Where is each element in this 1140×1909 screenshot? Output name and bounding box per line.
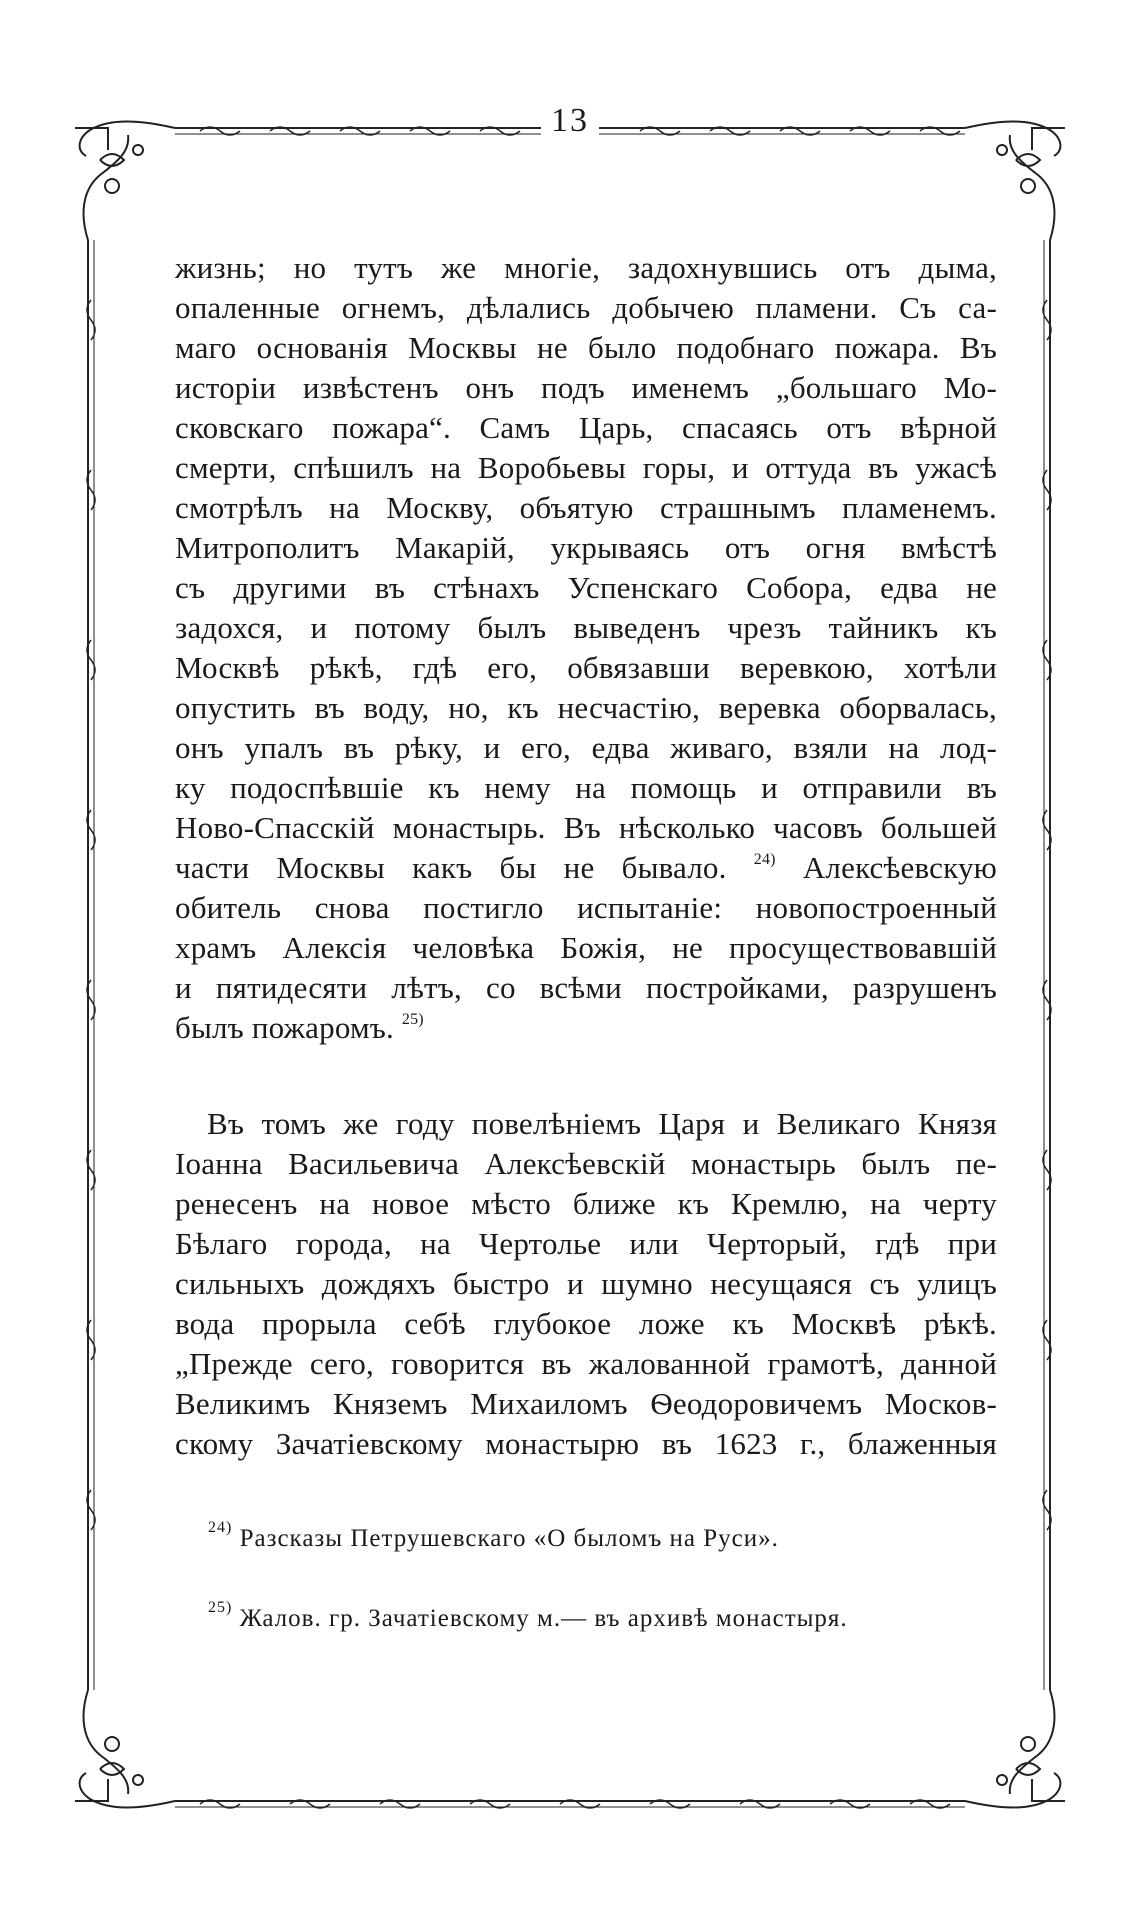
text-line: жизнь; но тутъ же многіе, задохнувшись отъ дыма, [175,250,997,285]
text-segment: части Москвы какъ бы не бывало. [175,850,754,885]
text-line: ренесенъ на новое мѣсто ближе къ Кремлю, на черту [175,1186,997,1221]
text-line: скому Зачатіевскому монастырю въ 1623 г., блаженныя [175,1426,997,1461]
text-line: опустить въ воду, но, къ несчастію, веревка оборвалась, [175,690,997,725]
text-segment: былъ пожаромъ. [175,1010,402,1045]
text-line: смерти, спѣшилъ на Воробьевы горы, и оттуда въ ужасѣ [175,450,997,485]
text-line: Митрополитъ Макарій, укрываясь отъ огня вмѣстѣ [175,530,997,565]
text-line-with-footnote-ref [175,848,997,888]
footnote-ref-24: 24) [753,851,776,868]
footnotes [208,1520,988,1638]
page-number [0,104,1140,138]
text-line: исторіи извѣстенъ онъ подъ именемъ „большаго Мо- [175,370,997,405]
text-line: задохся, и потому былъ выведенъ чрезъ тайникъ къ [175,610,997,645]
footnote-24 [208,1520,988,1558]
text-line: Великимъ Княземъ Михаиломъ Ѳеодоровичемъ Москов- [175,1386,997,1421]
text-line: Бѣлаго города, на Чертолье или Черторый, гдѣ при [175,1226,997,1261]
text-line: сковскаго пожара“. Самъ Царь, спасаясь отъ вѣрной [175,410,997,445]
text-line: Іоанна Васильевича Алексѣевскій монастырь былъ пе- [175,1146,997,1181]
text-line: храмъ Алексія человѣка Божія, не просуществовавшій [175,930,997,965]
text-line: Въ томъ же году повелѣніемъ Царя и Великаго Князя [207,1106,997,1141]
footnote-text: Разсказы Петрушевскаго «О быломъ на Руси». [239,1525,779,1552]
text-line: вода прорыла себѣ глубокое ложе къ Москвѣ рѣкѣ. [175,1306,997,1341]
text-line: Ново-Спасскій монастырь. Въ нѣсколько часовъ большей [175,810,997,845]
page-number-text: 13 [541,102,599,139]
text-line: маго основанія Москвы не было подобнаго пожара. Въ [175,330,997,365]
main-text [175,248,997,1464]
text-segment: Алексѣевскую [775,850,997,885]
footnote-mark: 25) [208,1599,233,1616]
footnote-25 [208,1600,988,1638]
text-line: обитель снова постигло испытаніе: новопостроенный [175,890,997,925]
text-line-with-footnote-ref [175,1008,997,1048]
paragraph-gap [175,1048,997,1104]
text-line: онъ упалъ въ рѣку, и его, едва живаго, взяли на лод- [175,730,997,765]
footnote-ref-25: 25) [401,1011,424,1028]
footnote-mark: 24) [208,1519,233,1536]
text-line: опаленные огнемъ, дѣлались добычею пламени. Съ са- [175,290,997,325]
text-line: сильныхъ дождяхъ быстро и шумно несущаяся съ улицъ [175,1266,997,1301]
text-line: смотрѣлъ на Москву, объятую страшнымъ пламенемъ. [175,490,997,525]
text-line: ку подоспѣвшіе къ нему на помощь и отправили въ [175,770,997,805]
text-line: съ другими въ стѣнахъ Успенскаго Собора, едва не [175,570,997,605]
text-line: и пятидесяти лѣтъ, со всѣми постройками, разрушенъ [175,970,997,1005]
text-line: Москвѣ рѣкѣ, гдѣ его, обвязавши веревкою, хотѣли [175,650,997,685]
text-line: „Прежде сего, говорится въ жалованной грамотѣ, данной [175,1346,997,1381]
footnote-text: Жалов. гр. Зачатіевскому м.— въ архивѣ монастыря. [239,1605,848,1632]
